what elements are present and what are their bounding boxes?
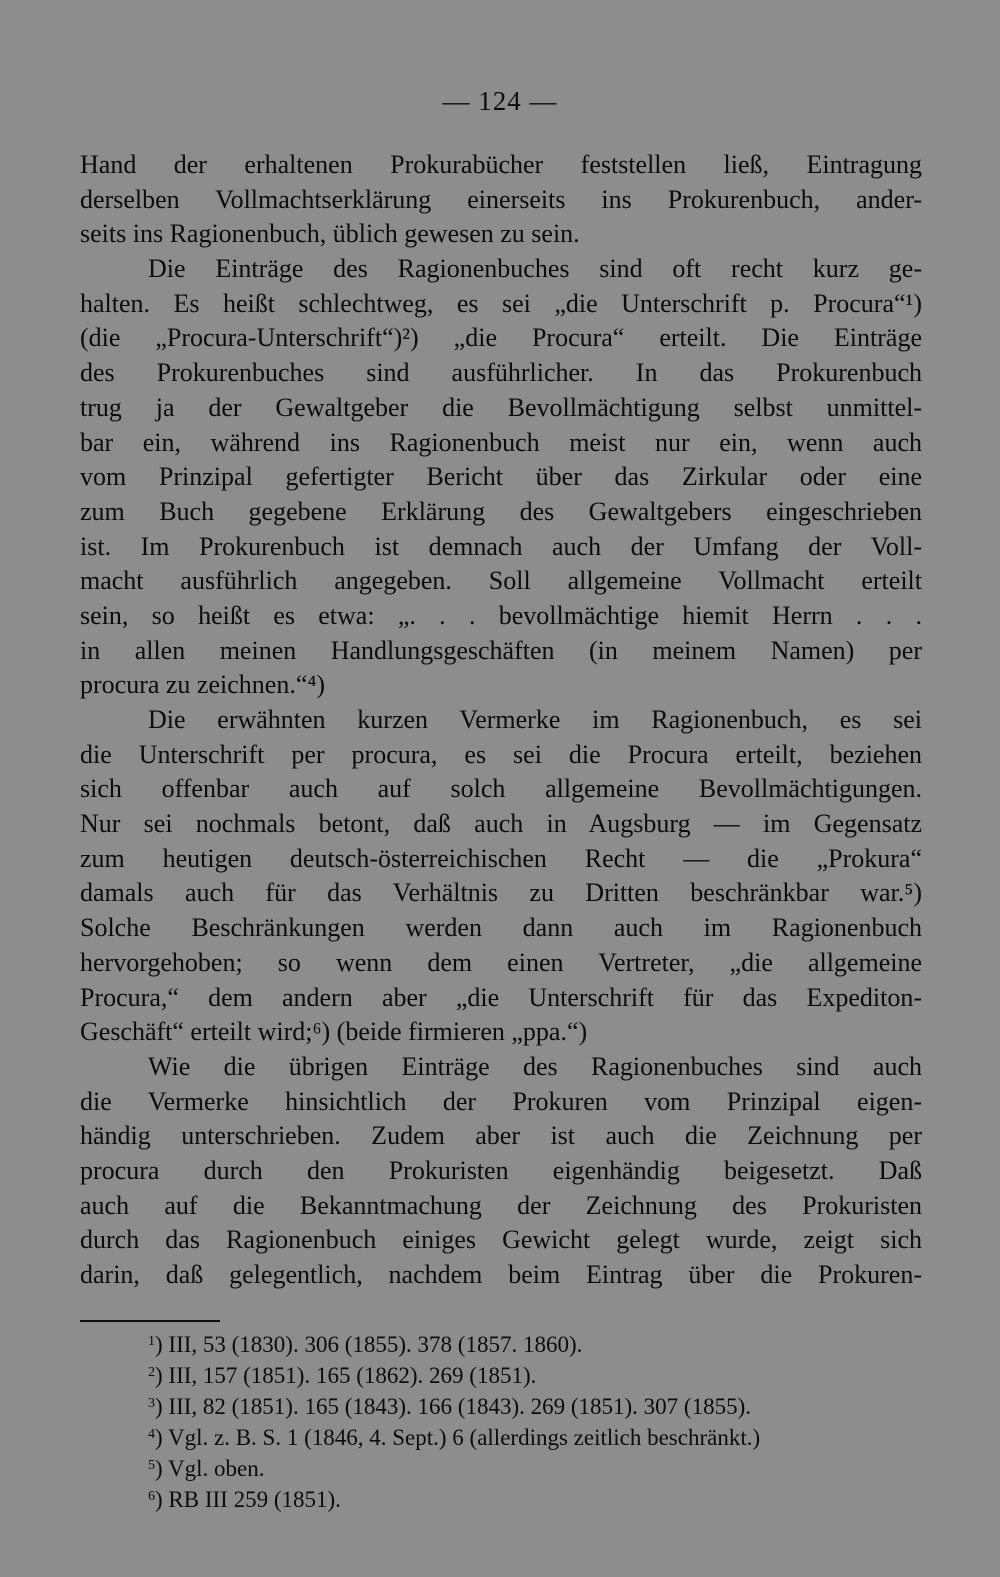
body-line: des Prokurenbuches sind ausführlicher. In das Prokurenbuch — [80, 358, 922, 388]
footnote-text: RB III 259 (1851). — [168, 1487, 341, 1512]
footnote: $^6$) RB III 259 (1851). — [148, 1487, 341, 1512]
body-text — [80, 148, 922, 1293]
body-line: ist. Im Prokurenbuch ist demnach auch der Umfang der Voll- — [80, 531, 922, 561]
footnote-mark: 6 — [148, 1489, 155, 1504]
footnote-mark: 4 — [148, 1427, 155, 1442]
body-line: Procura,“ dem andern aber „die Unterschrift für das Expediton- — [80, 982, 922, 1012]
body-line: Hand der erhaltenen Prokurabücher feststellen ließ, Eintragung — [80, 150, 922, 179]
body-line: damals auch für das Verhältnis zu Dritten beschränkbar war.⁵) — [80, 878, 922, 908]
body-line: Die Einträge des Ragionenbuches sind oft recht kurz ge- — [148, 254, 922, 284]
footnotes — [148, 1326, 928, 1512]
footnote-mark: 3 — [148, 1396, 155, 1411]
body-line: seits ins Ragionenbuch, üblich gewesen zu sein. — [80, 219, 580, 249]
body-line: vom Prinzipal gefertigter Bericht über das Zirkular oder eine — [80, 462, 922, 492]
body-line: die Vermerke hinsichtlich der Prokuren vom Prinzipal eigen- — [80, 1086, 922, 1116]
body-line: händig unterschrieben. Zudem aber ist auch die Zeichnung per — [80, 1121, 922, 1151]
body-line: hervorgehoben; so wenn dem einen Vertreter, „die allgemeine — [80, 947, 922, 977]
footnote-divider — [80, 1320, 220, 1322]
body-line: trug ja der Gewaltgeber die Bevollmächtigung selbst unmittel- — [80, 392, 922, 422]
body-line: zum Buch gegebene Erklärung des Gewaltgebers eingeschrieben — [80, 496, 922, 526]
page-number: — 124 — — [442, 86, 558, 116]
footnote: $^1$) III, 53 (1830). 306 (1855). 378 (1857. 1860). — [148, 1332, 583, 1357]
body-line: die Unterschrift per procura, es sei die Procura erteilt, beziehen — [80, 739, 922, 769]
body-line: Wie die übrigen Einträge des Ragionenbuches sind auch — [148, 1051, 922, 1081]
body-line: darin, daß gelegentlich, nachdem beim Eintrag über die Prokuren- — [80, 1260, 922, 1289]
footnote-text: Vgl. oben. — [168, 1456, 265, 1481]
body-line: halten. Es heißt schlechtweg, es sei „die Unterschrift p. Procura“¹) — [80, 288, 922, 318]
body-line: sich offenbar auch auf solch allgemeine Bevollmächtigungen. — [80, 774, 922, 804]
body-line: durch das Ragionenbuch einiges Gewicht gelegt wurde, zeigt sich — [80, 1225, 922, 1255]
body-line: Die erwähnten kurzen Vermerke im Ragionenbuch, es sei — [148, 705, 922, 734]
footnote-text: Vgl. z. B. S. 1 (1846, 4. Sept.) 6 (allerdings zeitlich beschränkt.) — [168, 1425, 761, 1450]
body-line: Solche Beschränkungen werden dann auch im Ragionenbuch — [80, 913, 922, 943]
footnote-mark: 2 — [148, 1365, 155, 1380]
body-line: derselben Vollmachtserklärung einerseits ins Prokurenbuch, ander- — [80, 184, 922, 214]
footnote-mark: 5 — [148, 1458, 155, 1473]
footnote-mark: 1 — [148, 1334, 155, 1349]
footnote-text: III, 53 (1830). 306 (1855). 378 (1857. 1860). — [168, 1332, 583, 1357]
body-line: procura zu zeichnen.“⁴) — [80, 670, 326, 700]
body-line: zum heutigen deutsch-österreichischen Recht — die „Prokura“ — [80, 843, 922, 873]
body-line: procura durch den Prokuristen eigenhändig beigesetzt. Daß — [80, 1155, 922, 1185]
body-line: (die „Procura-Unterschrift“)²) „die Procura“ erteilt. Die Einträge — [80, 323, 922, 353]
body-line: Geschäft“ erteilt wird;⁶) (beide firmieren „ppa.“) — [80, 1017, 588, 1047]
body-line: bar ein, während ins Ragionenbuch meist nur ein, wenn auch — [80, 427, 922, 457]
footnote: $^2$) III, 157 (1851). 165 (1862). 269 (1851). — [148, 1363, 537, 1388]
body-line: auch auf die Bekanntmachung der Zeichnung des Prokuristen — [80, 1190, 922, 1220]
footnote-text: III, 157 (1851). 165 (1862). 269 (1851). — [168, 1363, 537, 1388]
footnote: $^3$) III, 82 (1851). 165 (1843). 166 (1843). 269 (1851). 307 (1855). — [148, 1394, 751, 1419]
footnote: $^5$) Vgl. oben. — [148, 1456, 265, 1481]
footnote-text: III, 82 (1851). 165 (1843). 166 (1843). 269 (1851). 307 (1855). — [168, 1394, 751, 1419]
footnote: $^4$) Vgl. z. B. S. 1 (1846, 4. Sept.) 6 (allerdings zeitlich beschränkt.) — [148, 1425, 761, 1450]
body-line: in allen meinen Handlungsgeschäften (in meinem Namen) per — [80, 635, 922, 665]
body-line: sein, so heißt es etwa: „. . . bevollmächtige hiemit Herrn . . . — [80, 600, 922, 630]
body-line: Nur sei nochmals betont, daß auch in Augsburg — im Gegensatz — [80, 809, 922, 839]
body-line: macht ausführlich angegeben. Soll allgemeine Vollmacht erteilt — [80, 566, 922, 596]
